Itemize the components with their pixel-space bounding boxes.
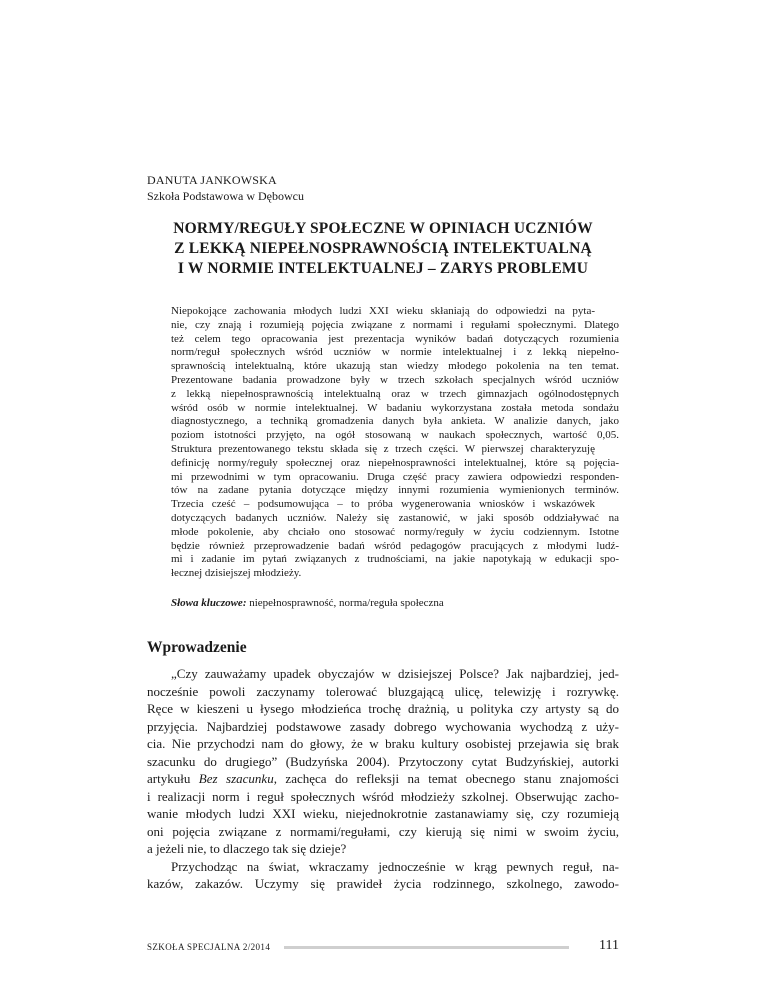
body-line — [147, 770, 619, 788]
body-line — [147, 683, 619, 701]
abstract-paragraph — [147, 498, 619, 581]
body-text-run: artykułu — [147, 771, 199, 786]
body-text-run: kazów, zakazów. Uczymy się prawideł życia rodzinnego, szkolnego, zawodo- — [147, 876, 619, 891]
body-text-run: „Czy zauważamy upadek obyczajów w dzisiejszej Polsce? Jak najbardziej, jed- — [171, 666, 619, 681]
abstract-line: wśród osób w normie intelektualnej. W badaniu wykorzystana została metoda sondażu — [171, 401, 619, 414]
abstract-line: sprawnością intelektualną, które ukazują stan wiedzy młodego pokolenia na ten temat. — [171, 360, 619, 373]
abstract-line: będzie również przeprowadzenie badań wśród pedagogów pracujących z młodymi ludź- — [171, 539, 619, 552]
abstract-line: młode pokolenie, aby chciało ono stosować normy/reguły w życiu codziennym. Istotne — [171, 525, 619, 538]
body-line — [147, 735, 619, 753]
body-text-run: cia. Nie przychodzi nam do głowy, że w braku kultury osobistej przejawia się brak — [147, 736, 619, 751]
body-line — [147, 823, 619, 841]
body-text-run: Ręce w kieszeni u łysego młodzieńca trochę drażnią, u polityka czy artysty są do — [147, 701, 619, 716]
footer-rule — [284, 946, 569, 949]
abstract-line: dotyczących badanych uczniów. Należy się zastanowić, w jaki sposób oddziaływać na — [171, 511, 619, 524]
keywords-value: niepełnosprawność, norma/reguła społeczna — [246, 597, 444, 609]
abstract — [147, 305, 619, 581]
author-name: DANUTA JANKOWSKA — [147, 173, 277, 187]
keywords-label: Słowa kluczowe: — [171, 597, 247, 609]
body-line — [147, 718, 619, 736]
body-line — [147, 700, 619, 718]
abstract-line: diagnostycznego, a techniką gromadzenia danych była ankieta. W analizie danych, jako — [171, 415, 619, 428]
abstract-line: definicję normy/reguły społecznej oraz niepełnosprawności intelektualnej, które są pojęcia- — [171, 456, 619, 469]
body-line — [147, 840, 619, 858]
abstract-line: Prezentowane badania prowadzone były w trzech szkołach specjalnych wśród uczniów — [171, 373, 619, 386]
body-line — [147, 805, 619, 823]
abstract-line: tów na zadane pytania dotyczące między innymi rozumienia wymienionych terminów. — [171, 484, 619, 497]
abstract-line: Trzecia cześć – podsumowująca – to próba wygenerowania wniosków i wskazówek — [171, 498, 595, 511]
abstract-paragraph — [147, 305, 619, 443]
body-text-run: wanie młodych ludzi XXI wieku, niejednokrotnie zastanawiamy się, czy rozumieją — [147, 806, 619, 821]
body-text-run: szacunku do drugiego” (Budzyńska 2004). Przytoczony cytat Budzyńskiej, autorki — [147, 753, 619, 769]
body-line — [147, 858, 619, 876]
abstract-line: mi i zadanie im pytań związanych z trudnościami, na jakie napotykają w edukacji spo- — [171, 553, 619, 566]
cited-title: Bez szacunku — [198, 771, 274, 786]
body-text-run: nocześnie powoli zaczynamy tolerować bluzgającą ulicę, telewizję i rozrywkę. — [147, 683, 619, 699]
page-footer — [147, 940, 619, 956]
body-line — [147, 753, 619, 771]
abstract-line: Niepokojące zachowania młodych ludzi XXI wieku skłaniają do odpowiedzi na pyta- — [171, 305, 595, 317]
body-text-run: przyjęcia. Najbardziej podstawowe zasady dobrego wychowania wychodzą z uży- — [147, 718, 619, 734]
author-affiliation: Szkoła Podstawowa w Dębowcu — [147, 189, 304, 203]
abstract-line: łecznej dzisiejszej młodzieży. — [171, 567, 302, 580]
article-title — [147, 219, 619, 279]
body-text-run: , zachęca do refleksji na temat obecnego stanu znajomości — [273, 771, 619, 786]
page-number: 111 — [599, 938, 619, 953]
abstract-line: Struktura prezentowanego tekstu składa się z trzech części. W pierwszej charakteryzuję — [171, 442, 595, 455]
section-heading: Wprowadzenie — [147, 639, 247, 656]
abstract-line: z lekką niepełnosprawnością intelektualną oraz w trzech gimnazjach ogólnodostępnych — [171, 387, 619, 400]
journal-name: SZKOŁA SPECJALNA 2/2014 — [147, 942, 271, 952]
body-text — [147, 665, 619, 893]
body-line — [147, 875, 619, 893]
body-line — [147, 665, 619, 683]
body-text-run: i realizacji norm i reguł społecznych wśród młodzieży szkolnej. Obserwując zacho- — [147, 788, 619, 804]
abstract-line: też celem tego opracowania jest prezentacja wyników badań dotyczących rozumienia — [171, 332, 619, 345]
abstract-line: mi przewodnimi w tym opracowaniu. Druga część pracy zawiera odpowiedzi responden- — [171, 470, 619, 483]
title-line: Z LEKKĄ NIEPEŁNOSPRAWNOŚCIĄ INTELEKTUALNĄ — [174, 240, 592, 257]
abstract-line: poziom istotności przyjęto, na ogół stosowaną w naukach społecznych, wartość 0,05. — [171, 429, 619, 442]
body-text-run: Przychodząc na świat, wkraczamy jednocześnie w krąg pewnych reguł, na- — [171, 858, 619, 874]
abstract-line: norm/reguł społecznych wśród uczniów w normie intelektualnej i z lekką niepełno- — [171, 346, 619, 359]
body-text-run: a jeżeli nie, to dlaczego tak się dzieje? — [147, 841, 347, 856]
body-text-run: oni pojęcia związane z normami/regułami, czy kierują się nimi w swoim życiu, — [147, 823, 619, 839]
title-line: I W NORMIE INTELEKTUALNEJ – ZARYS PROBLEMU — [177, 260, 589, 277]
body-line — [147, 788, 619, 806]
keywords — [171, 596, 444, 610]
abstract-line: nie, czy znają i rozumieją pojęcia związane z normami i regułami społecznymi. Dlatego — [171, 318, 619, 331]
title-line: NORMY/REGUŁY SPOŁECZNE W OPINIACH UCZNIÓW — [173, 220, 593, 237]
abstract-paragraph — [147, 443, 619, 498]
